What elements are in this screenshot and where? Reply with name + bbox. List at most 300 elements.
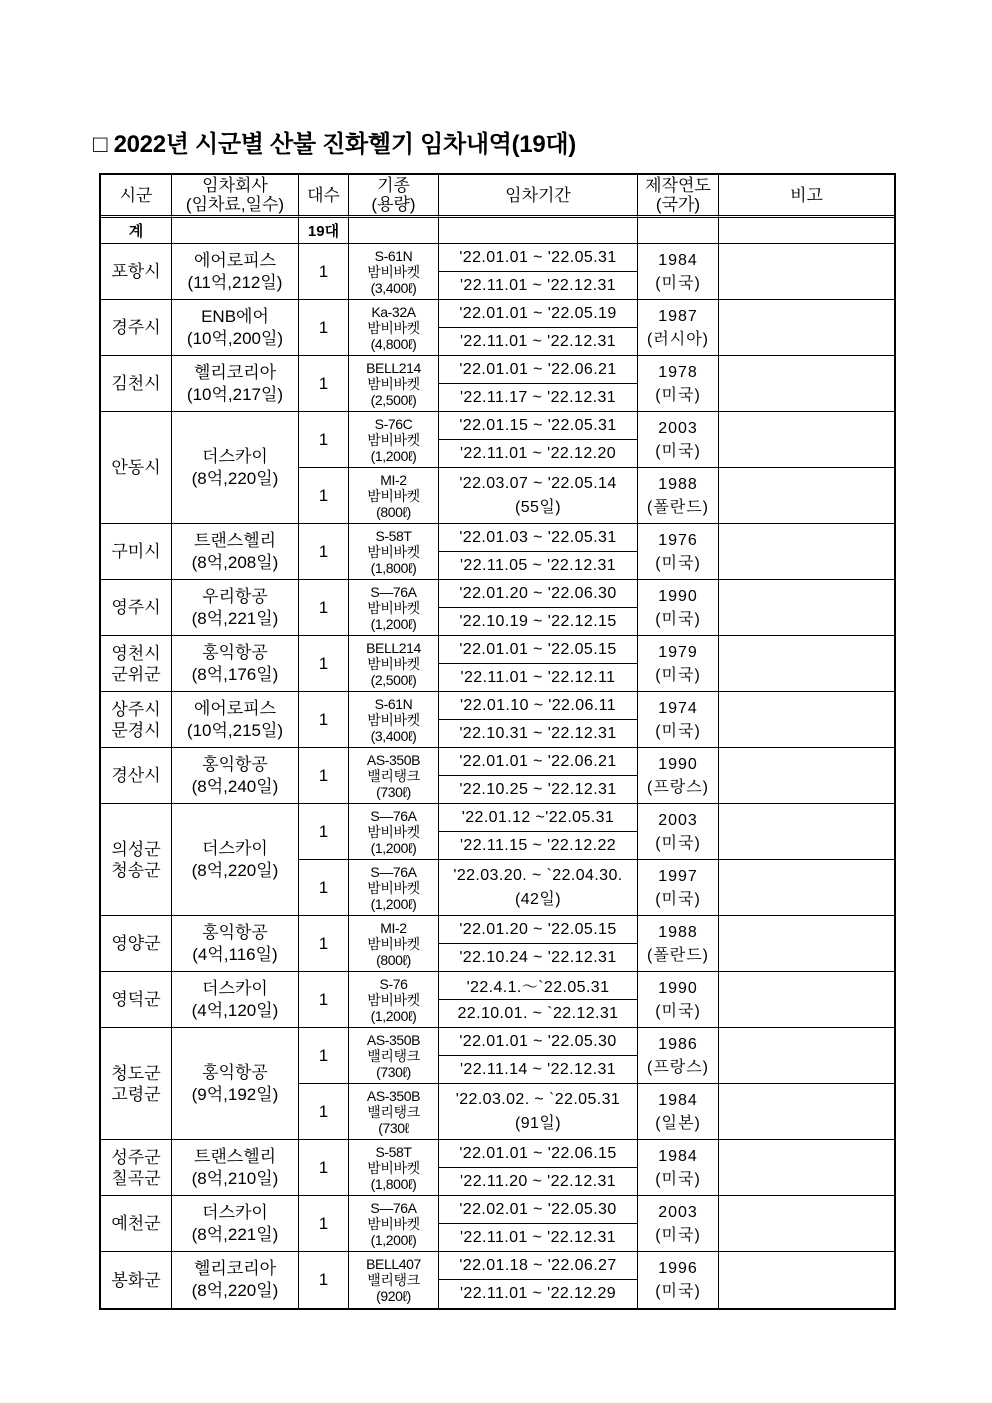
capacity: (3,400ℓ) <box>370 279 417 296</box>
region-cell <box>101 412 172 524</box>
header-label: 기종 <box>377 176 410 195</box>
count-cell: 1 <box>299 636 349 692</box>
rental-period-cell: '22.01.01 ~ '22.06.21 <box>439 356 638 384</box>
region-cell <box>101 300 172 356</box>
region-name: 경주시 <box>111 318 161 337</box>
rental-period-cell: '22.11.15 ~ '22.12.22 <box>439 832 638 860</box>
rental-period-cell: '22.01.12 ~'22.05.31 <box>439 804 638 832</box>
rental-fee-days: (4억,120일) <box>191 1000 279 1020</box>
model-name: BELL407 <box>366 1256 421 1272</box>
rental-period-cell: '22.01.01 ~ '22.05.31 <box>439 244 638 272</box>
count-cell: 1 <box>299 1084 349 1140</box>
total-empty-cell <box>638 218 719 244</box>
region-name: 고령군 <box>111 1084 161 1104</box>
note-cell <box>719 580 894 636</box>
manufacture-cell <box>638 468 719 524</box>
company-name: 트랜스헬리 <box>193 1146 277 1166</box>
rental-fee-days: (8억,221일) <box>191 608 279 628</box>
rental-days: (55일) <box>515 498 561 516</box>
rental-period-cell: '22.11.05 ~ '22.12.31 <box>439 552 638 580</box>
rental-period-cell: '22.11.20 ~ '22.12.31 <box>439 1168 638 1196</box>
company-cell <box>172 804 299 916</box>
manufacture-country: (미국) <box>655 666 701 684</box>
note-cell <box>719 412 894 468</box>
model-name: S—76A <box>370 863 417 880</box>
region-cell <box>101 748 172 804</box>
rental-fee-days: (4억,116일) <box>192 944 278 964</box>
rental-days: (42일) <box>515 890 561 908</box>
company-name: 더스카이 <box>202 1202 268 1222</box>
rental-period-cell: '22.01.01 ~ '22.05.30 <box>439 1028 638 1056</box>
capacity: (1,800ℓ) <box>370 559 417 576</box>
header-label: 시군 <box>119 185 153 205</box>
count-cell: 1 <box>299 1252 349 1308</box>
capacity: (4,800ℓ) <box>370 335 417 352</box>
note-cell <box>719 300 894 356</box>
model-cell <box>349 636 439 692</box>
manufacture-cell <box>638 804 719 860</box>
manufacture-country: (미국) <box>655 554 701 572</box>
model-cell <box>349 524 439 580</box>
company-name: ENB에어 <box>201 306 269 326</box>
rental-period-cell: 22.10.01. ~ `22.12.31 <box>439 1000 638 1028</box>
capacity: (3,400ℓ) <box>370 727 417 744</box>
rental-period-cell: '22.11.01 ~ '22.12.29 <box>439 1280 638 1308</box>
model-name: AS-350B <box>366 1031 421 1048</box>
region-cell <box>101 580 172 636</box>
manufacture-country: (미국) <box>655 1002 701 1020</box>
count-cell: 1 <box>299 692 349 748</box>
rental-days: (91일) <box>515 1114 561 1132</box>
manufacture-cell <box>638 1084 719 1140</box>
model-cell <box>349 1084 439 1140</box>
rental-fee-days: (10억,215일) <box>186 720 284 740</box>
header-period <box>439 175 638 218</box>
model-cell <box>349 468 439 524</box>
rental-fee-days: (8억,220일) <box>191 468 279 488</box>
model-cell <box>349 1028 439 1084</box>
company-cell <box>172 244 299 300</box>
region-name: 경산시 <box>111 766 161 785</box>
header-sublabel: (국가) <box>655 195 701 214</box>
region-cell <box>101 356 172 412</box>
bucket-type: 밤비바켓 <box>367 543 420 560</box>
rental-period-cell: '22.02.01 ~ '22.05.30 <box>439 1196 638 1224</box>
rental-fee-days: (10억,217일) <box>186 384 284 404</box>
note-cell <box>719 1196 894 1252</box>
bucket-type: 밤비바켓 <box>367 1159 420 1176</box>
region-name: 예천군 <box>111 1214 161 1233</box>
company-cell <box>172 972 299 1028</box>
manufacture-year: 1990 <box>658 587 698 605</box>
manufacture-year: 1984 <box>658 1147 698 1165</box>
region-cell <box>101 804 172 916</box>
note-cell <box>719 1084 894 1140</box>
manufacture-cell <box>638 860 719 916</box>
bucket-type: 밤비바켓 <box>367 823 420 840</box>
manufacture-cell <box>638 692 719 748</box>
model-name: S-61N <box>374 695 413 712</box>
rental-fee-days: (8억,240일) <box>191 776 279 796</box>
manufacture-year: 1997 <box>658 867 698 885</box>
company-cell <box>172 1028 299 1140</box>
model-cell <box>349 972 439 1028</box>
rental-period: '22.03.07 ~ '22.05.14 <box>459 474 617 492</box>
company-name: 트랜스헬리 <box>193 530 277 550</box>
manufacture-year: 1990 <box>658 755 698 773</box>
bucket-type: 밤비바켓 <box>367 487 420 504</box>
region-cell <box>101 1028 172 1140</box>
model-name: S—76A <box>370 583 417 600</box>
rental-table <box>99 173 896 1310</box>
capacity: (920ℓ) <box>376 1288 411 1304</box>
note-cell <box>719 1140 894 1196</box>
model-cell <box>349 804 439 860</box>
region-cell <box>101 1140 172 1196</box>
region-name: 문경시 <box>111 720 161 740</box>
region-cell <box>101 1196 172 1252</box>
total-empty-cell <box>349 218 439 244</box>
region-name: 구미시 <box>111 542 161 561</box>
bucket-type: 밤비바켓 <box>367 879 420 896</box>
capacity: (2,500ℓ) <box>370 391 417 408</box>
header-region <box>101 175 172 218</box>
model-name: Ka-32A <box>371 303 416 320</box>
rental-fee-days: (8억,220일) <box>191 860 279 880</box>
manufacture-year: 1990 <box>658 979 698 997</box>
header-label: 대수 <box>307 185 340 205</box>
model-cell <box>349 916 439 972</box>
model-cell <box>349 1196 439 1252</box>
company-cell <box>172 356 299 412</box>
model-cell <box>349 300 439 356</box>
company-cell <box>172 300 299 356</box>
manufacture-year: 1988 <box>658 923 698 941</box>
manufacture-country: (폴란드) <box>646 498 710 516</box>
manufacture-year: 2003 <box>658 419 698 437</box>
total-empty-cell <box>719 218 894 244</box>
note-cell <box>719 1028 894 1084</box>
header-sublabel: (용량) <box>371 195 416 214</box>
region-name: 봉화군 <box>111 1270 161 1290</box>
model-name: S—76A <box>370 1199 417 1216</box>
header-company <box>172 175 299 218</box>
rental-period-cell: '22.11.01 ~ '22.12.11 <box>439 664 638 692</box>
manufacture-cell <box>638 356 719 412</box>
rental-fee-days: (9억,192일) <box>191 1084 279 1104</box>
company-cell <box>172 1140 299 1196</box>
rental-period: '22.03.20. ~ `22.04.30. <box>453 866 623 884</box>
manufacture-year: 1984 <box>658 251 698 269</box>
model-cell <box>349 692 439 748</box>
rental-period-cell <box>439 468 638 524</box>
manufacture-cell <box>638 412 719 468</box>
header-label: 제작연도 <box>645 176 711 195</box>
manufacture-country: (미국) <box>655 386 701 404</box>
manufacture-cell <box>638 1252 719 1308</box>
model-cell <box>349 1140 439 1196</box>
capacity: (1,200ℓ) <box>370 447 417 464</box>
company-cell <box>172 636 299 692</box>
manufacture-cell <box>638 1028 719 1084</box>
rental-period-cell: '22.11.01 ~ '22.12.31 <box>439 272 638 300</box>
note-cell <box>719 748 894 804</box>
capacity: (1,200ℓ) <box>370 839 417 856</box>
model-cell <box>349 748 439 804</box>
model-name: S-58T <box>375 1143 412 1160</box>
manufacture-year: 2003 <box>658 1203 698 1221</box>
capacity: (800ℓ) <box>376 503 411 520</box>
capacity: (800ℓ) <box>376 951 411 968</box>
region-cell <box>101 636 172 692</box>
model-cell <box>349 356 439 412</box>
capacity: (1,200ℓ) <box>370 1007 417 1024</box>
rental-period-cell: '22.01.15 ~ '22.05.31 <box>439 412 638 440</box>
note-cell <box>719 356 894 412</box>
count-cell: 1 <box>299 244 349 300</box>
model-name: BELL214 <box>366 359 421 376</box>
region-name: 상주시 <box>111 699 161 719</box>
region-name: 영덕군 <box>111 990 161 1009</box>
capacity: (1,800ℓ) <box>370 1175 417 1192</box>
company-name: 헬리코리아 <box>193 362 277 382</box>
model-cell <box>349 860 439 916</box>
note-cell <box>719 692 894 748</box>
rental-period-cell: '22.01.01 ~ '22.06.21 <box>439 748 638 776</box>
rental-period-cell: '22.01.03 ~ '22.05.31 <box>439 524 638 552</box>
header-label: 임차회사 <box>202 176 268 195</box>
note-cell <box>719 468 894 524</box>
region-cell <box>101 972 172 1028</box>
company-cell <box>172 412 299 524</box>
region-name: 군위군 <box>111 664 161 684</box>
company-name: 우리항공 <box>202 586 268 606</box>
total-empty-cell <box>439 218 638 244</box>
model-cell <box>349 412 439 468</box>
rental-period-cell: '22.01.01 ~ '22.06.15 <box>439 1140 638 1168</box>
header-label: 비고 <box>790 185 823 205</box>
count-cell: 1 <box>299 748 349 804</box>
manufacture-cell <box>638 524 719 580</box>
region-name: 영주시 <box>111 598 161 617</box>
manufacture-country: (미국) <box>655 442 701 460</box>
count-cell: 1 <box>299 356 349 412</box>
rental-period-cell: '22.10.25 ~ '22.12.31 <box>439 776 638 804</box>
note-cell <box>719 524 894 580</box>
count-cell: 1 <box>299 300 349 356</box>
manufacture-country: (프랑스) <box>646 778 710 796</box>
region-name: 영천시 <box>111 643 161 663</box>
bucket-type: 밸리탱크 <box>367 1272 420 1288</box>
manufacture-country: (미국) <box>655 890 701 908</box>
model-name: S—76A <box>370 807 417 824</box>
rental-fee-days: (8억,208일) <box>191 552 279 572</box>
region-name: 청송군 <box>111 860 161 880</box>
rental-period-cell: '22.01.10 ~ '22.06.11 <box>439 692 638 720</box>
manufacture-year: 1987 <box>658 307 698 325</box>
manufacture-cell <box>638 244 719 300</box>
capacity: (730ℓ) <box>376 1063 411 1080</box>
model-cell <box>349 244 439 300</box>
manufacture-country: (미국) <box>655 1226 701 1244</box>
company-cell <box>172 1196 299 1252</box>
count-cell: 1 <box>299 412 349 468</box>
note-cell <box>719 636 894 692</box>
manufacture-year: 1988 <box>658 475 698 493</box>
capacity: (1,200ℓ) <box>370 895 417 912</box>
company-cell <box>172 524 299 580</box>
manufacture-cell <box>638 580 719 636</box>
manufacture-country: (프랑스) <box>646 1058 710 1076</box>
region-name: 포항시 <box>111 262 161 281</box>
manufacture-cell <box>638 1196 719 1252</box>
header-count <box>299 175 349 218</box>
region-name: 칠곡군 <box>111 1168 161 1188</box>
region-name: 청도군 <box>111 1063 161 1083</box>
manufacture-year: 1979 <box>658 643 698 661</box>
total-count: 19대 <box>299 218 349 244</box>
count-cell: 1 <box>299 1140 349 1196</box>
model-name: AS-350B <box>366 751 421 768</box>
region-cell <box>101 244 172 300</box>
count-cell: 1 <box>299 1028 349 1084</box>
note-cell <box>719 916 894 972</box>
manufacture-country: (미국) <box>655 1170 701 1188</box>
header-model <box>349 175 439 218</box>
total-empty-cell <box>172 218 299 244</box>
rental-period-cell: '22.11.01 ~ '22.12.31 <box>439 1224 638 1252</box>
model-name: S-61N <box>374 247 413 264</box>
region-cell <box>101 1252 172 1308</box>
rental-period-cell: '22.01.20 ~ '22.06.30 <box>439 580 638 608</box>
rental-period-cell: '22.01.20 ~ '22.05.15 <box>439 916 638 944</box>
region-name: 영양군 <box>111 934 161 953</box>
rental-period-cell: '22.4.1.～`22.05.31 <box>439 972 638 1000</box>
bucket-type: 밤비바켓 <box>367 711 420 728</box>
note-cell <box>719 244 894 300</box>
capacity: (730ℓ) <box>376 783 411 800</box>
total-label: 계 <box>101 218 172 244</box>
manufacture-country: (일본) <box>655 1114 701 1132</box>
count-cell: 1 <box>299 1196 349 1252</box>
rental-period-cell: '22.11.01 ~ '22.12.31 <box>439 328 638 356</box>
bucket-type: 밤비바켓 <box>367 935 420 952</box>
manufacture-country: (미국) <box>655 274 701 292</box>
count-cell: 1 <box>299 804 349 860</box>
model-name: MI-2 <box>380 919 407 936</box>
bucket-type: 밤비바켓 <box>367 375 420 392</box>
model-name: S-58T <box>375 527 412 544</box>
bucket-type: 밤비바켓 <box>367 655 420 672</box>
bucket-type: 밸리탱크 <box>367 1103 420 1120</box>
manufacture-year: 1978 <box>658 363 698 381</box>
count-cell: 1 <box>299 916 349 972</box>
manufacture-country: (미국) <box>655 610 701 628</box>
note-cell <box>719 1252 894 1308</box>
rental-period-cell: '22.10.31 ~ '22.12.31 <box>439 720 638 748</box>
capacity: (2,500ℓ) <box>370 671 417 688</box>
rental-fee-days: (11억,212일) <box>187 272 283 292</box>
count-cell: 1 <box>299 524 349 580</box>
count-cell: 1 <box>299 468 349 524</box>
bucket-type: 밤비바켓 <box>367 991 420 1008</box>
rental-period: '22.03.02. ~ `22.05.31 <box>455 1090 621 1108</box>
company-name: 더스카이 <box>202 978 268 998</box>
company-name: 에어로피스 <box>193 250 277 270</box>
manufacture-country: (미국) <box>655 834 701 852</box>
header-note <box>719 175 894 218</box>
region-name: 성주군 <box>111 1147 161 1167</box>
bucket-type: 밤비바켓 <box>367 319 420 336</box>
manufacture-cell <box>638 916 719 972</box>
rental-period-cell: '22.10.19 ~ '22.12.15 <box>439 608 638 636</box>
rental-period-cell: '22.01.18 ~ '22.06.27 <box>439 1252 638 1280</box>
region-cell <box>101 524 172 580</box>
bucket-type: 밸리탱크 <box>367 767 420 784</box>
rental-period-cell <box>439 860 638 916</box>
company-name: 홍익항공 <box>202 754 268 774</box>
company-cell <box>172 692 299 748</box>
manufacture-cell <box>638 636 719 692</box>
company-name: 홍익항공 <box>202 642 268 662</box>
capacity: (730ℓ <box>378 1119 409 1136</box>
manufacture-year: 1984 <box>658 1091 698 1109</box>
capacity: (1,200ℓ) <box>370 615 417 632</box>
manufacture-country: (러시아) <box>646 330 710 348</box>
note-cell <box>719 972 894 1028</box>
region-name: 의성군 <box>111 839 161 859</box>
bucket-type: 밤비바켓 <box>367 599 420 616</box>
count-cell: 1 <box>299 860 349 916</box>
document-title: □ 2022년 시군별 산불 진화헬기 임차내역(19대) <box>93 131 576 158</box>
manufacture-country: (폴란드) <box>646 946 710 964</box>
rental-fee-days: (8억,221일) <box>191 1224 279 1244</box>
company-cell <box>172 916 299 972</box>
rental-fee-days: (8억,220일) <box>191 1281 279 1300</box>
model-cell <box>349 580 439 636</box>
rental-period-cell: '22.11.17 ~ '22.12.31 <box>439 384 638 412</box>
model-name: MI-2 <box>380 471 407 488</box>
rental-fee-days: (10억,200일) <box>186 328 284 348</box>
model-name: AS-350B <box>366 1087 421 1104</box>
header-year <box>638 175 719 218</box>
company-name: 더스카이 <box>202 446 268 466</box>
manufacture-cell <box>638 300 719 356</box>
rental-period-cell: '22.11.14 ~ '22.12.31 <box>439 1056 638 1084</box>
note-cell <box>719 860 894 916</box>
manufacture-year: 1976 <box>658 531 698 549</box>
manufacture-year: 1974 <box>658 699 698 717</box>
company-name: 에어로피스 <box>193 698 277 718</box>
company-name: 홍익항공 <box>202 1062 268 1082</box>
rental-fee-days: (8억,176일) <box>191 664 279 684</box>
rental-period-cell <box>439 1084 638 1140</box>
company-cell <box>172 748 299 804</box>
region-cell <box>101 916 172 972</box>
manufacture-cell <box>638 1140 719 1196</box>
bucket-type: 밤비바켓 <box>367 1215 420 1232</box>
rental-period-cell: '22.01.01 ~ '22.05.19 <box>439 300 638 328</box>
manufacture-year: 2003 <box>658 811 698 829</box>
rental-period-cell: '22.01.01 ~ '22.05.15 <box>439 636 638 664</box>
count-cell: 1 <box>299 972 349 1028</box>
bucket-type: 밤비바켓 <box>367 431 420 448</box>
header-sublabel: (임차료,일수) <box>185 195 285 214</box>
bucket-type: 밤비바켓 <box>367 263 420 280</box>
region-name: 안동시 <box>111 458 161 477</box>
company-name: 홍익항공 <box>202 922 268 942</box>
manufacture-year: 1986 <box>658 1035 698 1053</box>
